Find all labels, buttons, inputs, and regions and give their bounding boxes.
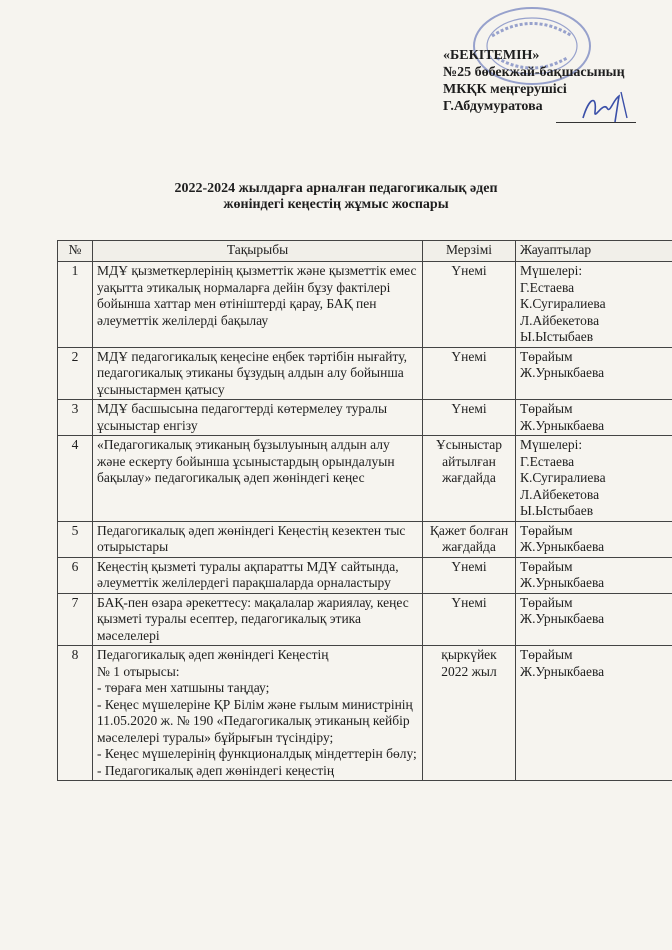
responsible-person: Ж.Урныкбаева xyxy=(520,611,605,626)
row-topic: «Педагогикалық этиканың бұзылуының алдын алу және ескерту бойынша ұсыныстардың орындалуын бақылау» педагогикалық әдеп жөніндегі кеңес xyxy=(93,436,423,522)
signature-icon xyxy=(575,88,635,126)
responsible-person: Ж.Урныкбаева xyxy=(520,417,605,433)
row-number: 8 xyxy=(58,646,93,781)
row-term: қыркүйек 2022 жыл xyxy=(423,646,516,781)
work-plan-table xyxy=(57,240,672,781)
responsible-person: Мүшелері: xyxy=(520,263,583,278)
row-responsible xyxy=(516,347,672,400)
row-number: 2 xyxy=(58,347,93,400)
row-topic: Педагогикалық әдеп жөніндегі Кеңестің № 1 отырысы: - төраға мен хатшыны таңдау; - Кеңес мүшелеріне ҚР Білім және ғылым министрінің 11.05.2020 ж. № 190 «Педагогикалық этиканың кейбір мәселелері туралы» бұйрығын түсіндіру; - Кеңес мүшелерінің функционалдық міндеттерін бөлу; - Педагогикалық әдеп жөніндегі кеңестің xyxy=(93,646,423,781)
responsible-person: Төрайым xyxy=(520,348,573,364)
header-responsible: Жауаптылар xyxy=(516,241,672,262)
signature-line xyxy=(556,122,636,123)
header-term: Мерзімі xyxy=(423,241,516,262)
responsible-person: Төрайым xyxy=(520,647,573,662)
row-responsible xyxy=(516,521,672,557)
row-topic: МДҰ педагогикалық кеңесіне еңбек тәртібін нығайту, педагогикалық этиканы бұзудың алдын алу бойынша ұсыныстармен қатысу xyxy=(93,347,423,400)
title-line-1: 2022-2024 жылдарға арналған педагогикалық әдеп xyxy=(174,181,498,196)
approval-line-approve: «БЕКІТЕМІН» xyxy=(443,48,540,63)
header-topic: Тақырыбы xyxy=(93,241,423,262)
row-term: Үнемі xyxy=(423,593,516,646)
row-term: Үнемі xyxy=(423,400,516,436)
row-number: 5 xyxy=(58,521,93,557)
row-term: Үнемі xyxy=(423,557,516,593)
row-term: Үнемі xyxy=(423,262,516,348)
row-responsible xyxy=(516,262,672,348)
responsible-person: Төрайым xyxy=(520,401,573,416)
row-topic: МДҰ басшысына педагогтерді көтермелеу туралы ұсыныстар енгізу xyxy=(93,400,423,436)
responsible-person: Ж.Урныкбаева xyxy=(520,539,605,554)
row-term: Үнемі xyxy=(423,347,516,400)
responsible-person: Г.Естаева xyxy=(520,453,575,469)
row-number: 7 xyxy=(58,593,93,646)
table-row xyxy=(58,521,672,557)
row-topic: Кеңестің қызметі туралы ақпаратты МДҰ сайтында, әлеуметтік желілердегі парақшаларда орналастыру xyxy=(93,557,423,593)
table-row xyxy=(58,347,672,400)
responsible-person: Төрайым xyxy=(520,522,573,538)
responsible-person: Төрайым xyxy=(520,558,573,574)
responsible-person: Г.Естаева xyxy=(520,279,575,295)
table-header-row xyxy=(58,241,672,262)
row-number: 1 xyxy=(58,262,93,348)
table-row xyxy=(58,557,672,593)
row-term: Ұсыныстар айтылған жағдайда xyxy=(423,436,516,522)
row-number: 3 xyxy=(58,400,93,436)
row-responsible xyxy=(516,646,672,781)
row-responsible xyxy=(516,436,672,522)
responsible-person: Ж.Урныкбаева xyxy=(520,663,605,679)
responsible-person: Мүшелері: xyxy=(520,437,583,452)
responsible-person: Ж.Урныкбаева xyxy=(520,575,605,590)
table-row xyxy=(58,436,672,522)
responsible-person: Ж.Урныкбаева xyxy=(520,365,605,380)
responsible-person: Л.Айбекетова xyxy=(520,312,600,328)
table-row xyxy=(58,646,672,781)
responsible-person: К.Сугиралиева xyxy=(520,470,606,485)
table-row xyxy=(58,262,672,348)
table-row xyxy=(58,593,672,646)
row-number: 6 xyxy=(58,557,93,593)
header-num: № xyxy=(58,241,93,262)
row-responsible xyxy=(516,400,672,436)
approval-line-position: МКҚК меңгерушісі xyxy=(443,82,567,97)
row-topic: БАҚ-пен өзара әрекеттесу: мақалалар жариялау, кеңес қызметі туралы есептер, педагогикалық этика мәселелері xyxy=(93,593,423,646)
approval-line-name: Г.Абдумуратова xyxy=(443,99,543,114)
row-responsible xyxy=(516,557,672,593)
page-title xyxy=(0,181,672,213)
row-topic: Педагогикалық әдеп жөніндегі Кеңестің кезектен тыс отырыстары xyxy=(93,521,423,557)
row-responsible xyxy=(516,593,672,646)
table-body xyxy=(58,262,672,781)
row-topic: МДҰ қызметкерлерінің қызметтік және қызметтік емес уақытта этикалық нормаларға дейін бұзу фактілері бойынша хаттар мен өтініштерді қарау, БАҚ пен әлеуметтік желілерді бақылау xyxy=(93,262,423,348)
responsible-person: Л.Айбекетова xyxy=(520,486,600,502)
responsible-person: Ы.Ыстыбаев xyxy=(520,329,594,344)
responsible-person: К.Сугиралиева xyxy=(520,296,606,311)
title-line-2: жөніндегі кеңестің жұмыс жоспары xyxy=(223,197,449,212)
responsible-person: Ы.Ыстыбаев xyxy=(520,503,594,518)
row-number: 4 xyxy=(58,436,93,522)
approval-line-kindergarten: №25 бөбекжай-бақшасының xyxy=(443,65,625,80)
responsible-person: Төрайым xyxy=(520,594,573,610)
table-row xyxy=(58,400,672,436)
row-term: Қажет болған жағдайда xyxy=(423,521,516,557)
